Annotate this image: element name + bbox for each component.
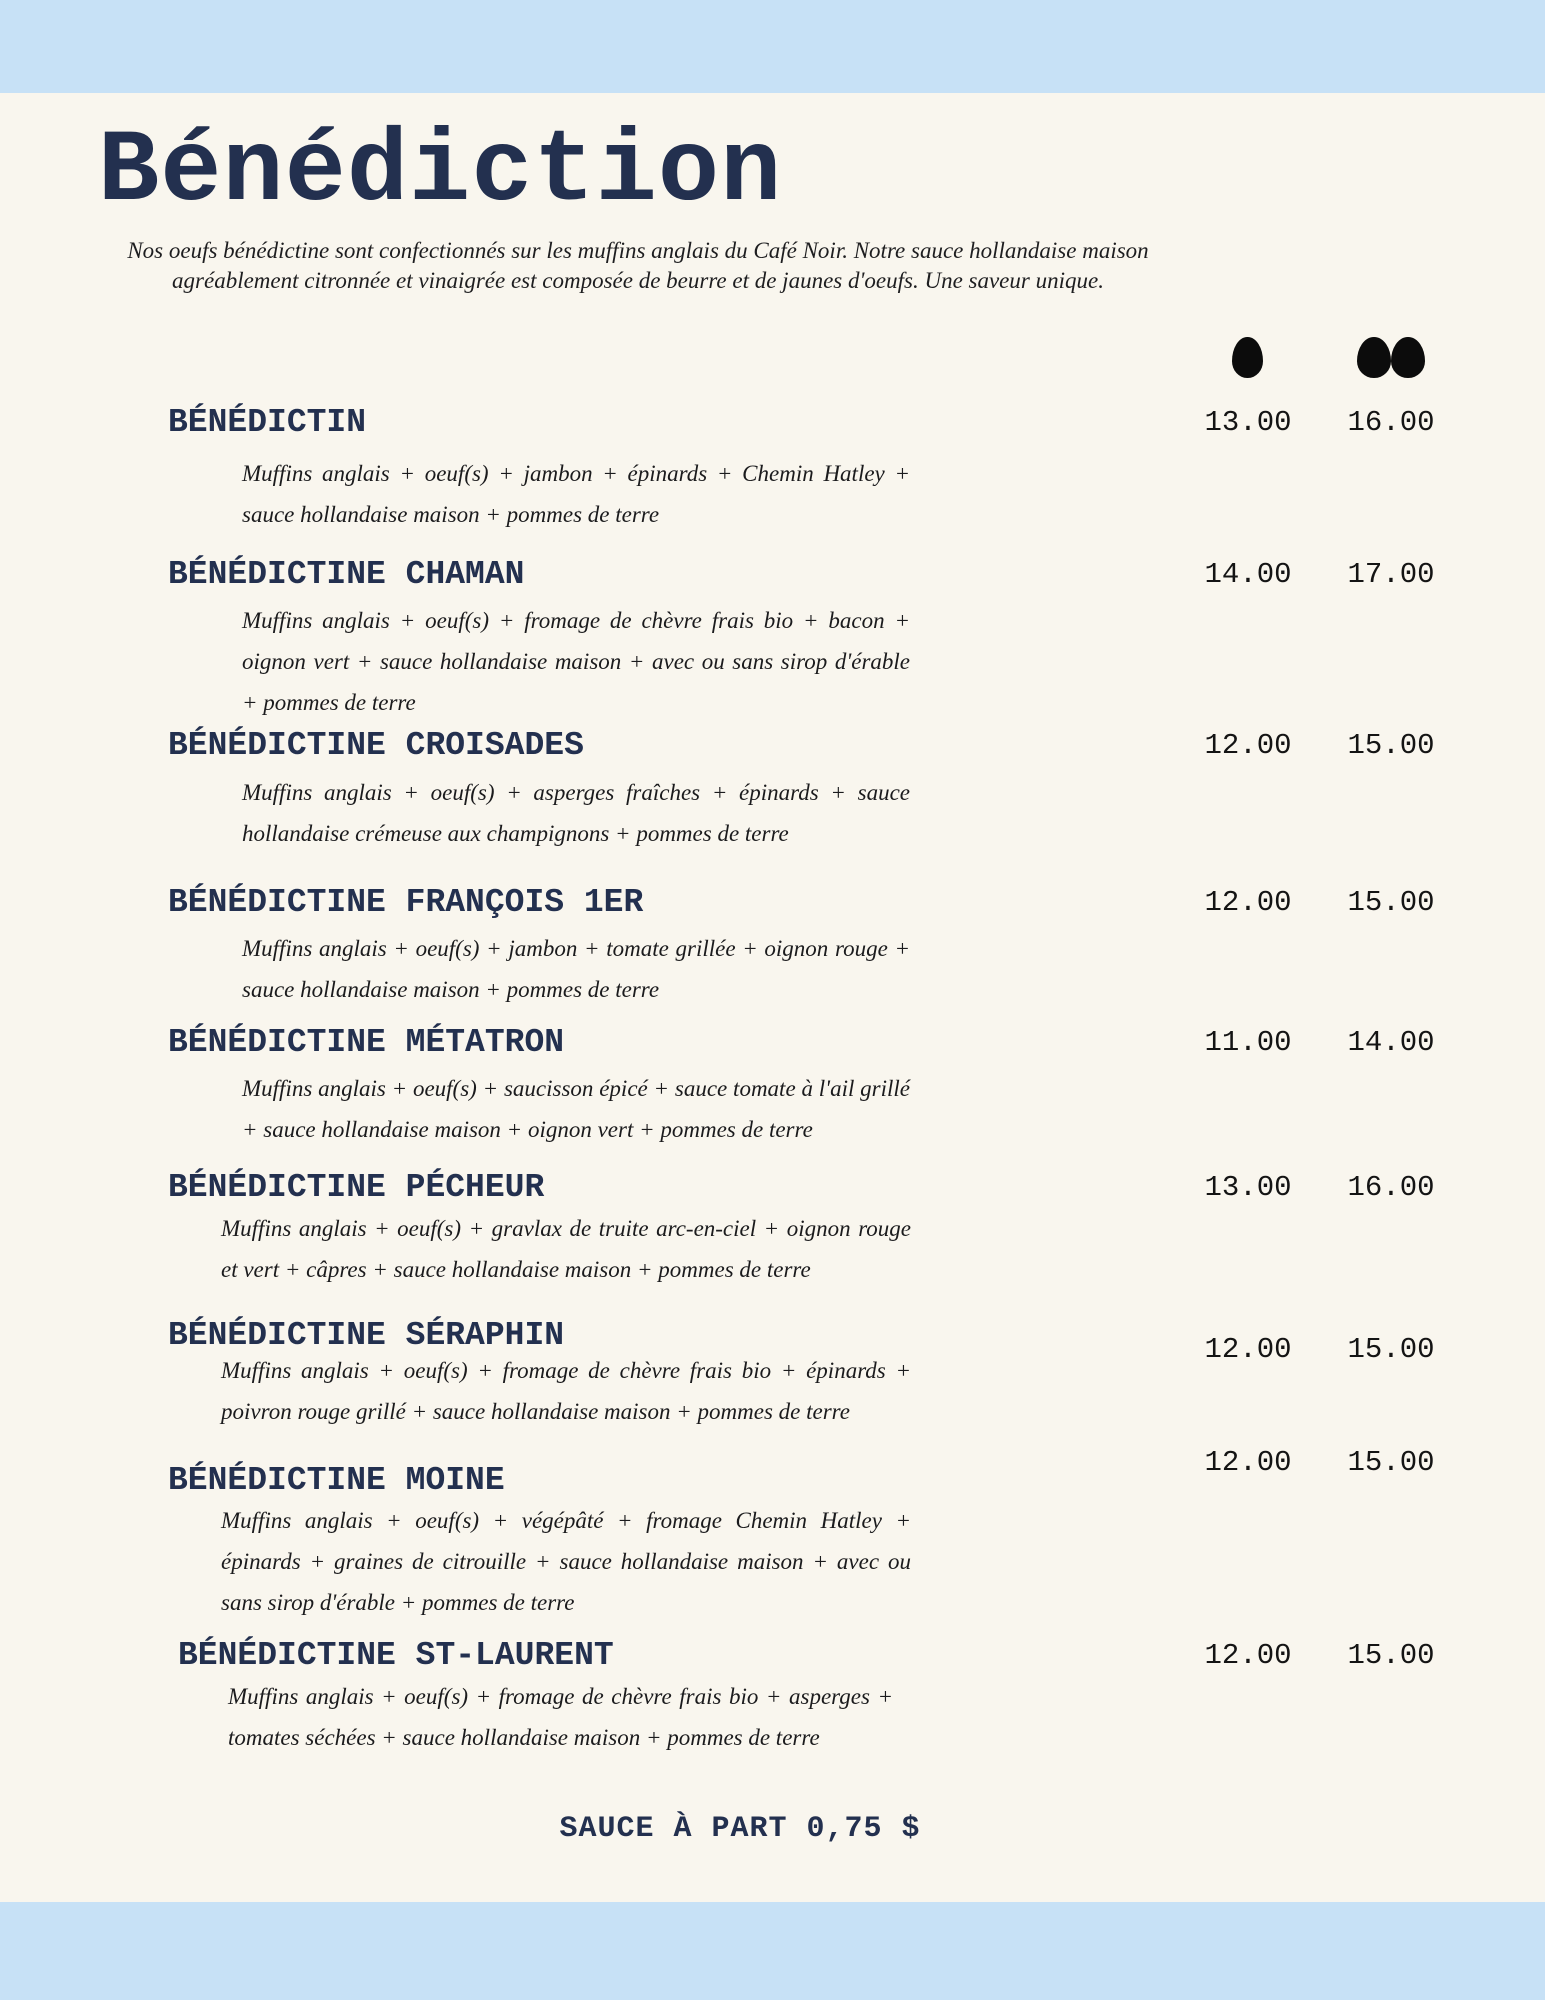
subtitle-line-2: agréablement citronnée et vinaigrée est composée de beurre et de jaunes d'oeufs. Une saveur unique. [172, 268, 1104, 293]
menu-item [0, 1024, 1545, 1142]
menu-item [0, 404, 1545, 527]
item-price-single: 11.00 [1204, 1026, 1292, 1059]
item-name: BÉNÉDICTINE PÉCHEUR [168, 1169, 545, 1206]
item-price-single: 12.00 [1204, 1333, 1292, 1366]
item-price-double: 16.00 [1347, 406, 1435, 439]
menu-item [0, 1169, 1545, 1282]
menu-item [0, 556, 1545, 715]
egg-icon [1357, 337, 1391, 378]
menu-item [0, 1317, 1545, 1424]
item-name: BÉNÉDICTINE MÉTATRON [168, 1024, 565, 1061]
item-price-double: 16.00 [1347, 1171, 1435, 1204]
item-price-single: 13.00 [1204, 406, 1292, 439]
item-price-single: 12.00 [1204, 729, 1292, 762]
item-price-double: 15.00 [1347, 729, 1435, 762]
item-price-single: 12.00 [1204, 886, 1292, 919]
item-description: Muffins anglais + oeuf(s) + fromage de chèvre frais bio + bacon + oignon vert + sauce hollandaise maison + avec ou sans sirop d'érable + pommes de terre [242, 608, 910, 715]
menu-item [0, 727, 1545, 846]
item-description: Muffins anglais + oeuf(s) + jambon + épinards + Chemin Hatley + sauce hollandaise maison + pommes de terre [242, 461, 910, 527]
page-title: Bénédiction [98, 114, 783, 230]
menu-item [0, 884, 1545, 1002]
item-name: BÉNÉDICTINE SÉRAPHIN [168, 1317, 565, 1354]
top-blue-band [0, 0, 1545, 93]
item-price-double: 15.00 [1347, 1333, 1435, 1366]
item-description: Muffins anglais + oeuf(s) + saucisson épicé + sauce tomate à l'ail grillé + sauce hollandaise maison + oignon vert + pommes de terre [242, 1076, 910, 1142]
item-price-single: 12.00 [1204, 1446, 1292, 1479]
item-price-double: 15.00 [1347, 1446, 1435, 1479]
item-name: BÉNÉDICTINE ST-LAURENT [178, 1637, 614, 1674]
page-subtitle [115, 236, 1161, 296]
item-description: Muffins anglais + oeuf(s) + végépâté + fromage Chemin Hatley + épinards + graines de citrouille + sauce hollandaise maison + avec ou sans sirop d'érable + pommes de terre [221, 1508, 911, 1615]
item-description: Muffins anglais + oeuf(s) + asperges fraîches + épinards + sauce hollandaise crémeuse aux champignons + pommes de terre [242, 780, 910, 846]
menu-item [0, 1446, 1545, 1615]
item-description: Muffins anglais + oeuf(s) + gravlax de truite arc-en-ciel + oignon rouge et vert + câpres + sauce hollandaise maison + pommes de terre [221, 1216, 911, 1282]
single-egg-icon [1232, 337, 1263, 378]
bottom-blue-band [0, 1902, 1545, 2000]
item-name: BÉNÉDICTIN [168, 404, 367, 441]
sauce-note: SAUCE À PART 0,75 $ [559, 1812, 921, 1846]
egg-icon [1391, 337, 1425, 378]
item-price-double: 14.00 [1347, 1026, 1435, 1059]
item-name: BÉNÉDICTINE MOINE [168, 1462, 505, 1499]
item-description: Muffins anglais + oeuf(s) + fromage de chèvre frais bio + épinards + poivron rouge grillé + sauce hollandaise maison + pommes de terre [221, 1358, 911, 1424]
subtitle-line-1: Nos oeufs bénédictine sont confectionnés sur les muffins anglais du Café Noir. Notre sauce hollandaise maison [127, 238, 1149, 263]
item-price-double: 15.00 [1347, 1639, 1435, 1672]
item-description: Muffins anglais + oeuf(s) + fromage de chèvre frais bio + asperges + tomates séchées + sauce hollandaise maison + pommes de terre [228, 1684, 893, 1750]
item-price-single: 13.00 [1204, 1171, 1292, 1204]
item-name: BÉNÉDICTINE FRANÇOIS 1ER [168, 884, 644, 921]
item-price-double: 15.00 [1347, 886, 1435, 919]
item-price-single: 12.00 [1204, 1639, 1292, 1672]
double-egg-icon [1357, 337, 1425, 378]
menu-item [0, 1637, 1545, 1750]
item-description: Muffins anglais + oeuf(s) + jambon + tomate grillée + oignon rouge + sauce hollandaise maison + pommes de terre [242, 936, 910, 1002]
item-price-double: 17.00 [1347, 558, 1435, 591]
item-name: BÉNÉDICTINE CHAMAN [168, 556, 525, 593]
item-name: BÉNÉDICTINE CROISADES [168, 727, 584, 764]
item-price-single: 14.00 [1204, 558, 1292, 591]
